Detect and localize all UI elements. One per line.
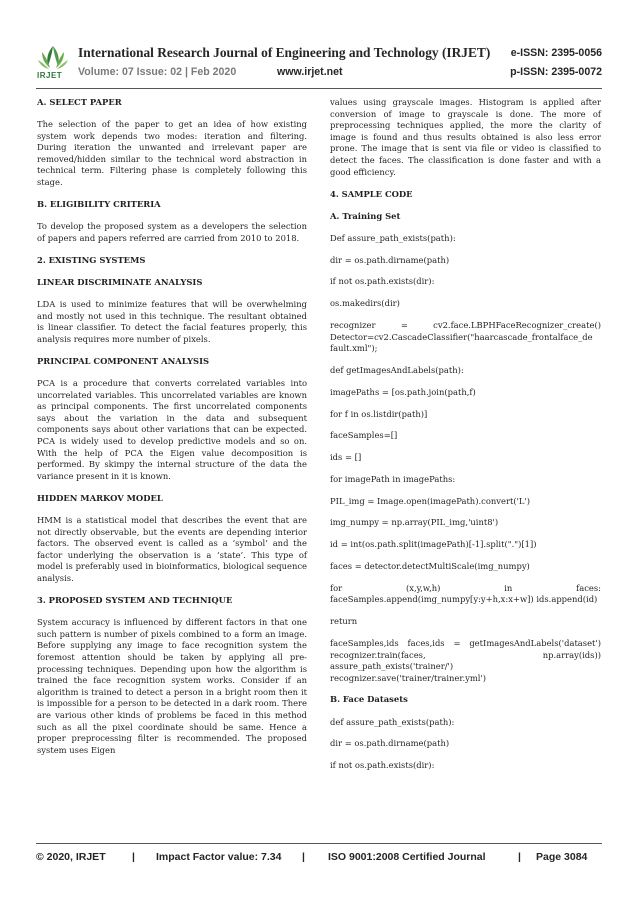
code-line: PIL_img = Image.open(imagePath).convert('L')	[330, 495, 531, 506]
e-issn: e-ISSN: 2395-0056	[510, 47, 602, 59]
code-line: ids = []	[330, 452, 362, 463]
paragraph: PCA is a procedure that converts correlated variables into uncorrelated variables. This uncorrelated variables are known as principal components. The first uncorrelated components says about the variation in the data and subsequent components says about other variations that can be expected. PCA is widely used to develop predictive models and so on. With the help of PCA the Eigen value decomposition is performed. By skimpy the internal structure of the data the variance present in it is known.	[37, 378, 307, 481]
code-line: imagePaths = [os.path.join(path,f)	[330, 386, 476, 397]
section-heading: B. Face Datasets	[330, 694, 408, 705]
header-divider	[36, 88, 602, 89]
code-line: dir = os.path.dirname(path)	[330, 254, 450, 265]
volume-issue: Volume: 07 Issue: 02 | Feb 2020	[78, 66, 237, 78]
code-line: if not os.path.exists(dir):	[330, 760, 435, 771]
section-heading: B. ELIGIBILITY CRITERIA	[37, 199, 161, 210]
code-line: faceSamples,ids faces,ids = getImagesAndLabels('dataset') recognizer.train(faces, np.array(ids)) assure_path_exists('trainer/') recognizer.save('trainer/trainer.yml')	[330, 637, 601, 683]
code-line: for imagePath in imagePaths:	[330, 473, 456, 484]
paragraph: System accuracy is influenced by different factors in that one such pattern is number of pixels combined to a form an image. Before supplying any image to face recognition system the foremost attention should be taken by applying all pre-processing techniques. Depending upon how the algorithm is trained the face recognition system works. Consider if an algorithm is trained to detect a person in a bright room then it is impossible for a person to be detected in a dark room. There are various other kinds of problems be faced in this method such as all the pixel coordinate should be same. Hence a proper preprocessing filter is recommended. The proposed system uses Eigen	[37, 617, 307, 755]
logo-text: IRJET	[37, 71, 63, 80]
code-line: os.makedirs(dir)	[330, 298, 400, 309]
footer-separator: |	[518, 851, 521, 863]
code-line: img_numpy = np.array(PIL_img,'uint8')	[330, 517, 499, 528]
footer-impact-factor: Impact Factor value: 7.34	[156, 851, 282, 863]
code-line: def assure_path_exists(path):	[330, 716, 455, 727]
code-line: for (x,y,w,h) in faces: faceSamples.append(img_numpy[y:y+h,x:x+w]) ids.append(id)	[330, 582, 601, 605]
paragraph: The selection of the paper to get an idea of how existing system work depends two modes: iteration and filtering. During iteration the unwanted and irrelevant paper are removed/hidden similar to the technical word abstraction in technical term. Filtering phase is completely following this stage.	[37, 119, 307, 188]
code-line: def getImagesAndLabels(path):	[330, 364, 464, 375]
section-heading: HIDDEN MARKOV MODEL	[37, 492, 163, 503]
section-heading: 4. SAMPLE CODE	[330, 188, 413, 199]
left-column	[37, 97, 307, 767]
section-heading: LINEAR DISCRIMINATE ANALYSIS	[37, 277, 203, 288]
code-line: faceSamples=[]	[330, 430, 398, 441]
section-heading: A. SELECT PAPER	[37, 97, 122, 107]
footer-page-number: Page 3084	[536, 851, 588, 863]
footer-divider	[36, 843, 602, 844]
code-line: id = int(os.path.split(imagePath)[-1].split(".")[1])	[330, 539, 537, 550]
code-line: faces = detector.detectMultiScale(img_numpy)	[330, 560, 530, 571]
website-link[interactable]: www.irjet.net	[277, 66, 343, 78]
p-issn: p-ISSN: 2395-0072	[510, 66, 602, 78]
paragraph: LDA is used to minimize features that will be overwhelming and mostly not used in this technique. The resultant obtained is linear classifier. To detect the facial features properly, this analysis requires more number of pixels.	[37, 299, 307, 344]
code-line: for f in os.listdir(path)]	[330, 408, 428, 419]
code-line: recognizer = cv2.face.LBPHFaceRecognizer_create() Detector=cv2.CascadeClassifier("haarcascade_frontalface_de fault.xml");	[330, 319, 601, 354]
section-heading: 2. EXISTING SYSTEMS	[37, 254, 146, 265]
paragraph: values using grayscale images. Histogram is applied after conversion of image to grayscale is done. The more of preprocessing techniques applied, the more the clarity of image is found and thus results obtained is also less error prone. The image that is sent via file or video is classified to detect the faces. The classification is done faster and with a good efficiency.	[330, 97, 601, 177]
footer-copyright: © 2020, IRJET	[36, 851, 106, 863]
section-heading: PRINCIPAL COMPONENT ANALYSIS	[37, 356, 210, 366]
section-heading: A. Training Set	[330, 210, 401, 221]
journal-title: International Research Journal of Engineering and Technology (IRJET)	[78, 45, 491, 60]
footer-separator: |	[302, 851, 305, 863]
code-line: dir = os.path.dirname(path)	[330, 738, 450, 749]
right-column	[330, 97, 601, 782]
journal-header	[36, 44, 602, 84]
code-line: Def assure_path_exists(path):	[330, 232, 456, 243]
paragraph: To develop the proposed system as a developers the selection of papers and papers referred are carried from 2010 to 2018.	[37, 221, 307, 243]
paragraph: HMM is a statistical model that describes the event that are not directly observable, but the events are depending interior factors. The observed event is called as a ‘symbol’ and the factor underlying the observation is a ‘state’. This type of model is preferably used in bioinformatics, biological sequence analysis.	[37, 515, 307, 583]
code-line: if not os.path.exists(dir):	[330, 276, 435, 287]
section-heading: 3. PROPOSED SYSTEM AND TECHNIQUE	[37, 595, 233, 606]
footer-separator: |	[132, 851, 135, 863]
code-line: return	[330, 616, 358, 627]
footer-iso: ISO 9001:2008 Certified Journal	[328, 851, 486, 863]
